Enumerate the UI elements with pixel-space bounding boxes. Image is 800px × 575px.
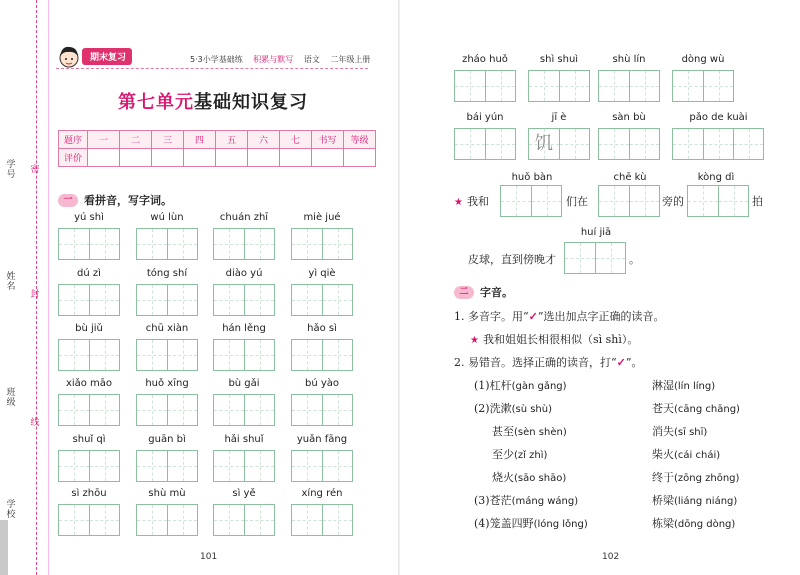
subject: 语文 — [303, 55, 320, 64]
pinyin-label: hán lěng — [222, 323, 266, 334]
sentence-text: 们在 — [566, 195, 588, 208]
section-number: 二 — [454, 286, 474, 299]
writing-box[interactable] — [672, 70, 734, 102]
writing-box[interactable] — [213, 504, 275, 536]
writing-box[interactable] — [136, 450, 198, 482]
writing-box[interactable] — [291, 450, 353, 482]
page-number: 101 — [200, 552, 218, 562]
pronunciation-item[interactable]: (4)笼盖四野(lóng lǒng) — [474, 517, 588, 530]
writing-box[interactable] — [58, 228, 120, 260]
prefilled-character — [599, 129, 629, 159]
writing-box[interactable] — [136, 339, 198, 371]
section-title: 看拼音，写字词。 — [84, 194, 172, 207]
score-header-cell: 四 — [184, 131, 216, 149]
score-header-cell: 三 — [152, 131, 184, 149]
margin-line: 线 — [30, 418, 40, 428]
writing-box[interactable] — [500, 185, 562, 217]
star-icon: ★ — [470, 335, 479, 346]
score-cell[interactable] — [312, 149, 344, 167]
pinyin-label: diào yú — [225, 268, 263, 279]
section-title: 字音。 — [480, 286, 513, 299]
student-face-icon — [56, 44, 82, 68]
writing-box[interactable] — [136, 394, 198, 426]
pinyin-label: shù lín — [612, 54, 646, 65]
writing-box[interactable] — [291, 284, 353, 316]
pinyin-label: chū xiàn — [145, 323, 189, 334]
pinyin-label: guān bì — [148, 434, 186, 445]
pinyin-label: jī è — [551, 112, 567, 123]
pronunciation-item[interactable]: 苍天(cāng chāng) — [652, 402, 740, 415]
section-number: 一 — [58, 194, 78, 207]
score-cell[interactable] — [120, 149, 152, 167]
pinyin-label: bù jiǔ — [75, 323, 103, 334]
score-cell[interactable] — [88, 149, 120, 167]
writing-box[interactable] — [291, 339, 353, 371]
writing-box[interactable] — [58, 339, 120, 371]
subject-type: 积累与默写 — [253, 55, 294, 64]
pinyin-label: wú lùn — [150, 212, 184, 223]
pinyin-label: yì qiè — [308, 268, 336, 279]
binding-margin-line — [36, 0, 38, 575]
star-icon: ★ — [454, 197, 463, 208]
score-cell[interactable] — [248, 149, 280, 167]
pinyin-label: pǎo de kuài — [689, 112, 748, 123]
pinyin-label: xiǎo māo — [65, 378, 113, 389]
page-edge — [0, 520, 8, 575]
writing-box[interactable] — [58, 450, 120, 482]
score-header-cell: 六 — [248, 131, 280, 149]
right-page — [400, 0, 800, 575]
pronunciation-item[interactable]: 柴火(cái chái) — [652, 448, 721, 461]
unit-title-prefix: 第七单元 — [118, 92, 194, 113]
prefilled-character: 饥 — [535, 133, 553, 154]
question-1-label: 1. 多音字。用“✓”选出加点字正确的读音。 — [454, 310, 665, 323]
unit-title-suffix: 基础知识复习 — [194, 92, 308, 113]
pronunciation-item[interactable]: 至少(zǐ zhì) — [492, 448, 548, 461]
pronunciation-item[interactable]: 消失(sī shī) — [652, 425, 708, 438]
pronunciation-item[interactable]: 甚至(sèn shèn) — [492, 425, 567, 438]
score-cell[interactable] — [216, 149, 248, 167]
writing-box[interactable] — [213, 284, 275, 316]
writing-box[interactable] — [136, 504, 198, 536]
writing-box[interactable] — [136, 228, 198, 260]
sentence-text: 拍 — [752, 195, 763, 208]
header-divider — [56, 68, 368, 69]
score-cell[interactable] — [280, 149, 312, 167]
pinyin-label: tóng shí — [146, 268, 188, 279]
score-cell[interactable] — [152, 149, 184, 167]
pinyin-label: chē kù — [613, 172, 647, 183]
writing-box[interactable] — [291, 394, 353, 426]
writing-box[interactable] — [598, 128, 660, 160]
margin-school: 学校 — [6, 500, 16, 520]
score-cell[interactable] — [344, 149, 376, 167]
prefilled-character — [486, 129, 515, 159]
pronunciation-item[interactable]: (2)洗漱(sù shù) — [474, 402, 553, 415]
writing-box[interactable] — [213, 228, 275, 260]
series-name: 5·3小学基础练 — [190, 55, 243, 64]
pronunciation-item[interactable]: 淋湿(lín líng) — [652, 379, 716, 392]
sentence-text: 。 — [629, 253, 640, 266]
pronunciation-item[interactable]: 烧火(sāo shāo) — [492, 471, 567, 484]
writing-box[interactable] — [291, 504, 353, 536]
score-header-cell: 题序 — [59, 131, 88, 149]
grade: 二年级上册 — [330, 55, 371, 64]
writing-box[interactable] — [291, 228, 353, 260]
margin-seal2: 封 — [30, 290, 40, 300]
pinyin-label: shì shuì — [539, 54, 579, 65]
writing-box[interactable] — [213, 450, 275, 482]
pinyin-label: chuán zhī — [219, 212, 269, 223]
score-cell[interactable] — [184, 149, 216, 167]
unit-title — [118, 88, 308, 114]
writing-box[interactable] — [58, 394, 120, 426]
score-header-cell: 二 — [120, 131, 152, 149]
pinyin-label: bái yún — [466, 112, 504, 123]
pronunciation-item[interactable]: (3)苍茫(máng wáng) — [474, 494, 579, 507]
writing-box[interactable] — [454, 128, 516, 160]
pinyin-label: yú shì — [74, 212, 104, 223]
pinyin-label: shù mù — [148, 488, 186, 499]
check-icon: ✓ — [616, 356, 626, 369]
writing-box[interactable] — [687, 185, 749, 217]
pinyin-label: sì yě — [232, 488, 256, 499]
writing-box[interactable] — [454, 70, 516, 102]
margin-student-id: 学号 — [6, 160, 16, 180]
writing-box[interactable] — [528, 128, 590, 160]
prefilled-character — [455, 129, 485, 159]
review-badge-label: 期末复习 — [82, 48, 132, 65]
margin-class: 班级 — [6, 388, 16, 408]
score-row-label: 评价 — [59, 149, 88, 167]
pinyin-label: bù gǎi — [228, 378, 260, 389]
pinyin-label: sàn bù — [612, 112, 646, 123]
score-header-cell: 等级 — [344, 131, 376, 149]
writing-box[interactable] — [58, 284, 120, 316]
page-number: 102 — [602, 552, 620, 562]
pronunciation-item[interactable]: 栋梁(dōng dòng) — [652, 517, 736, 530]
pinyin-label: bú yào — [304, 378, 340, 389]
writing-box[interactable] — [598, 70, 660, 102]
section-1-header — [58, 192, 172, 208]
pronunciation-item[interactable]: 终于(zōng zhōng) — [652, 471, 740, 484]
pronunciation-item[interactable]: (1)杠杆(gàn gǎng) — [474, 379, 567, 392]
writing-box[interactable] — [564, 242, 626, 274]
score-header-cell: 一 — [88, 131, 120, 149]
writing-box[interactable] — [528, 70, 590, 102]
check-icon: ✓ — [528, 310, 538, 323]
pinyin-label: hǎi shuǐ — [224, 434, 264, 445]
question-1-sentence[interactable]: ★ 我和姐姐长相很相似（sì shì）。 — [470, 333, 639, 346]
pinyin-label: zháo huǒ — [462, 54, 508, 65]
pinyin-label: huǒ bàn — [511, 172, 553, 183]
writing-box[interactable] — [136, 284, 198, 316]
pinyin-label: hǎo sì — [307, 323, 337, 334]
question-2-label: 2. 易错音。选择正确的读音，打“✓”。 — [454, 356, 643, 369]
pronunciation-item[interactable]: 桥梁(liáng niáng) — [652, 494, 738, 507]
binding-margin-line — [48, 0, 50, 575]
score-table — [58, 130, 376, 167]
pinyin-label: kòng dì — [697, 172, 735, 183]
header-info — [190, 54, 378, 65]
prefilled-character — [734, 129, 763, 159]
score-header-cell: 书写 — [312, 131, 344, 149]
section-2-header — [454, 284, 513, 300]
pinyin-label: sì zhōu — [71, 488, 107, 499]
score-header-cell: 五 — [216, 131, 248, 149]
margin-seal: 密 — [30, 165, 40, 175]
pinyin-label: dú zì — [77, 268, 101, 279]
margin-name: 姓名 — [6, 272, 16, 292]
pinyin-label: huí jiā — [580, 227, 612, 238]
pinyin-label: huǒ xīng — [145, 378, 189, 389]
prefilled-character — [673, 129, 703, 159]
score-header-cell: 七 — [280, 131, 312, 149]
sentence-text: ★ 我和 — [454, 195, 489, 208]
writing-box[interactable] — [672, 128, 764, 160]
writing-box[interactable] — [213, 339, 275, 371]
pinyin-label: shuǐ qì — [72, 434, 106, 445]
pinyin-label: dòng wù — [681, 54, 725, 65]
prefilled-character — [704, 129, 733, 159]
pinyin-label: xíng rén — [301, 488, 343, 499]
sentence-text: 皮球，直到傍晚才 — [468, 253, 556, 266]
pinyin-label: yuǎn fāng — [296, 434, 348, 445]
writing-box[interactable] — [598, 185, 660, 217]
writing-box[interactable] — [58, 504, 120, 536]
pinyin-label: miè jué — [303, 212, 341, 223]
sentence-text: 旁的 — [662, 195, 684, 208]
prefilled-character — [630, 129, 659, 159]
writing-box[interactable] — [213, 394, 275, 426]
prefilled-character — [560, 129, 589, 159]
